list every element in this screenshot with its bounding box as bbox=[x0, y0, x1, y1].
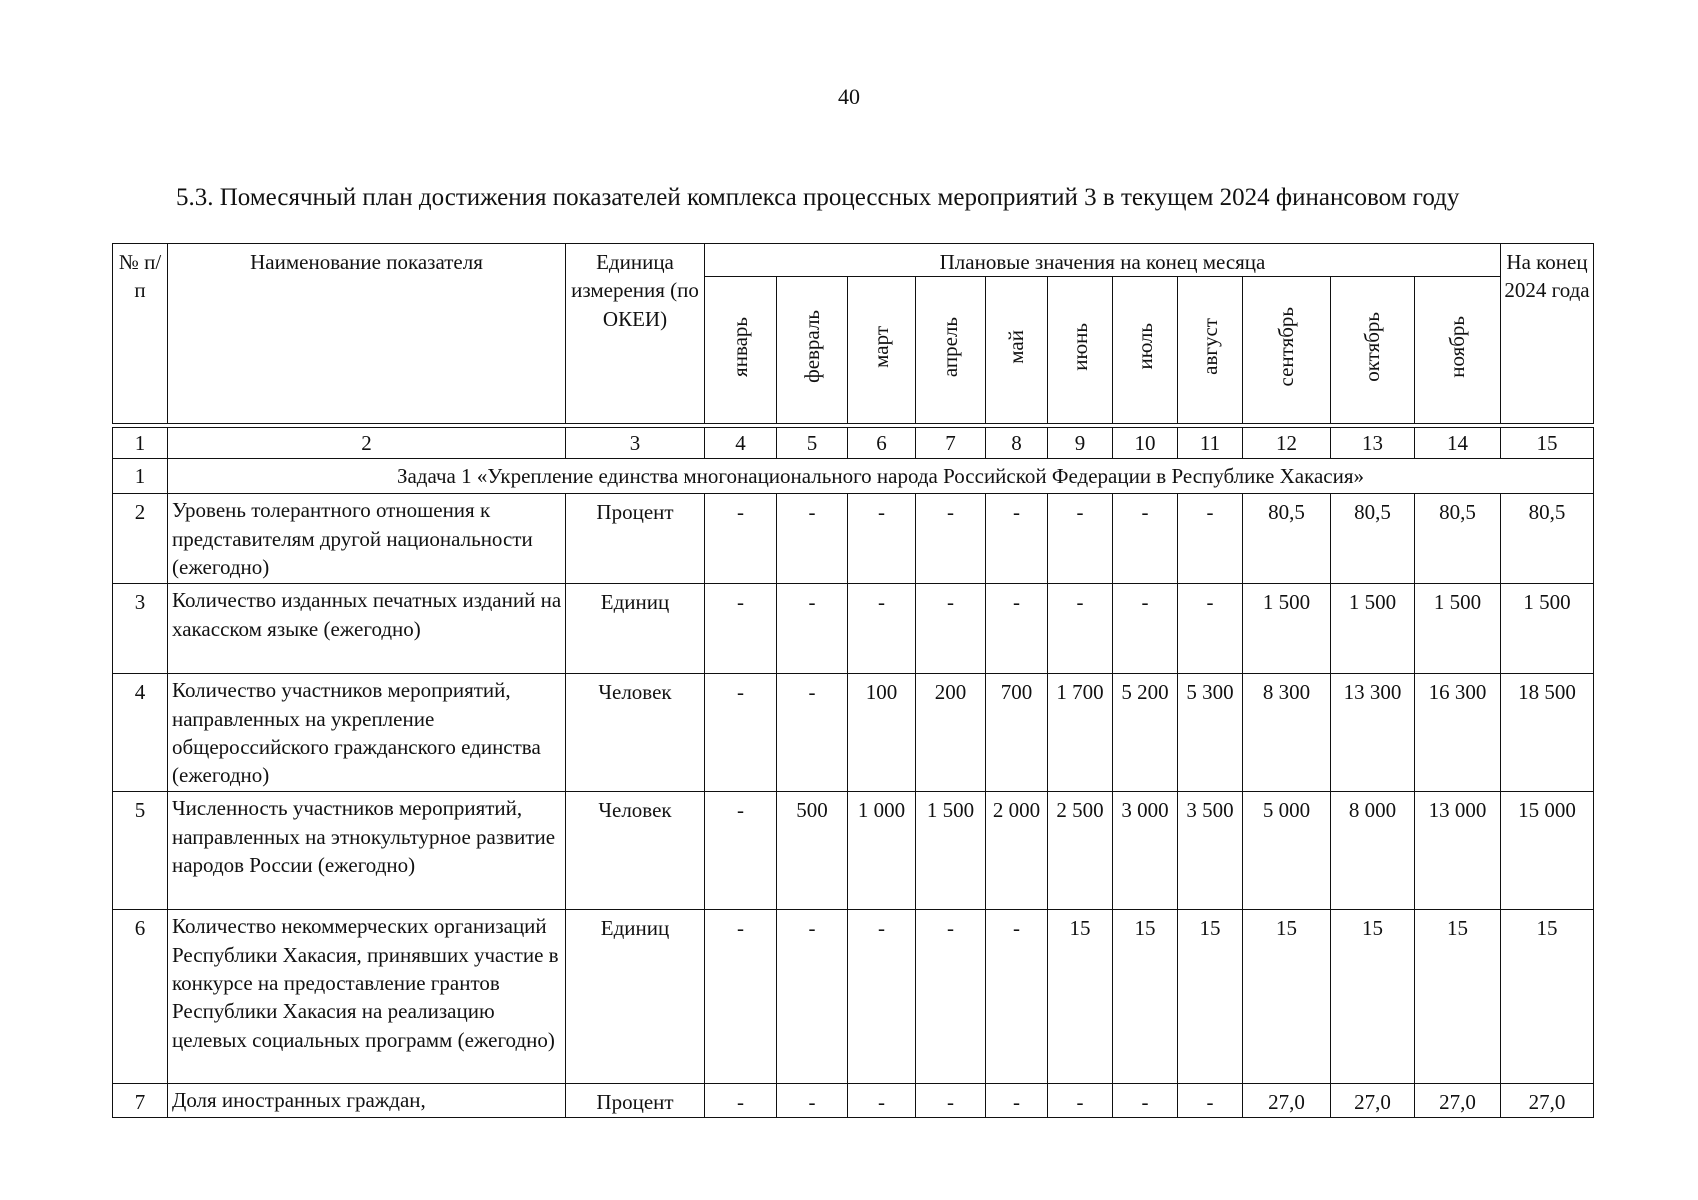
indicator-name: Количество изданных печатных изданий на хакасском языке (ежегодно) bbox=[168, 584, 566, 674]
task-title: Задача 1 «Укрепление единства многонационального народа Российской Федерации в Республике Хакасия» bbox=[168, 459, 1594, 494]
header-month bbox=[1243, 277, 1331, 424]
value-cell: 2 000 bbox=[986, 792, 1048, 910]
value-cell: 15 bbox=[1501, 910, 1594, 1084]
header-month bbox=[916, 277, 986, 424]
column-number: 15 bbox=[1501, 428, 1594, 459]
value-cell: 8 300 bbox=[1243, 674, 1331, 792]
header-month bbox=[705, 277, 777, 424]
indicator-unit: Процент bbox=[566, 494, 705, 584]
column-number: 13 bbox=[1331, 428, 1415, 459]
value-cell: 15 bbox=[1048, 910, 1113, 1084]
header-month bbox=[1113, 277, 1178, 424]
value-cell: - bbox=[916, 1084, 986, 1118]
value-cell: 1 500 bbox=[1415, 584, 1501, 674]
column-number: 14 bbox=[1415, 428, 1501, 459]
table-row bbox=[113, 1084, 1594, 1118]
header-month bbox=[1415, 277, 1501, 424]
header-month bbox=[777, 277, 848, 424]
document-title: 5.3. Помесячный план достижения показателей комплекса процессных мероприятий 3 в текущем 2024 финансовом году bbox=[176, 184, 1460, 211]
value-cell: 15 000 bbox=[1501, 792, 1594, 910]
value-cell: 13 300 bbox=[1331, 674, 1415, 792]
month-label: май bbox=[1004, 329, 1029, 364]
header-no: № п/п bbox=[113, 244, 168, 424]
header-planned-values: Плановые значения на конец месяца bbox=[705, 244, 1501, 277]
value-cell: 15 bbox=[1331, 910, 1415, 1084]
header-month bbox=[848, 277, 916, 424]
indicator-unit: Человек bbox=[566, 674, 705, 792]
column-number: 8 bbox=[986, 428, 1048, 459]
value-cell: - bbox=[705, 792, 777, 910]
month-label: апрель bbox=[938, 316, 963, 377]
value-cell: - bbox=[848, 494, 916, 584]
value-cell: 1 500 bbox=[1243, 584, 1331, 674]
indicator-name: Численность участников мероприятий, направленных на этнокультурное развитие народов России (ежегодно) bbox=[168, 792, 566, 910]
value-cell: 1 500 bbox=[1501, 584, 1594, 674]
month-label: сентябрь bbox=[1274, 306, 1299, 387]
indicator-unit: Человек bbox=[566, 792, 705, 910]
value-cell: 80,5 bbox=[1243, 494, 1331, 584]
value-cell: 16 300 bbox=[1415, 674, 1501, 792]
column-number: 4 bbox=[705, 428, 777, 459]
month-label: февраль bbox=[799, 310, 824, 384]
value-cell: - bbox=[1178, 494, 1243, 584]
column-numbers-row bbox=[113, 428, 1594, 459]
header-month bbox=[1048, 277, 1113, 424]
value-cell: 5 200 bbox=[1113, 674, 1178, 792]
value-cell: 27,0 bbox=[1243, 1084, 1331, 1118]
task-row bbox=[113, 459, 1594, 494]
value-cell: 27,0 bbox=[1501, 1084, 1594, 1118]
column-number: 10 bbox=[1113, 428, 1178, 459]
indicator-name: Уровень толерантного отношения к представителям другой национальности (ежегодно) bbox=[168, 494, 566, 584]
column-number: 2 bbox=[168, 428, 566, 459]
month-label: август bbox=[1197, 318, 1222, 376]
row-no: 2 bbox=[113, 494, 168, 584]
value-cell: 1 500 bbox=[916, 792, 986, 910]
value-cell: - bbox=[848, 910, 916, 1084]
value-cell: 8 000 bbox=[1331, 792, 1415, 910]
column-number: 11 bbox=[1178, 428, 1243, 459]
table-row bbox=[113, 494, 1594, 584]
value-cell: 5 000 bbox=[1243, 792, 1331, 910]
table-row bbox=[113, 910, 1594, 1084]
indicator-name: Количество участников мероприятий, направленных на укрепление общероссийского гражданского единства (ежегодно) bbox=[168, 674, 566, 792]
page-number: 40 bbox=[838, 84, 860, 109]
value-cell: - bbox=[1048, 1084, 1113, 1118]
value-cell: - bbox=[777, 674, 848, 792]
value-cell: - bbox=[1048, 584, 1113, 674]
value-cell: 18 500 bbox=[1501, 674, 1594, 792]
value-cell: - bbox=[986, 584, 1048, 674]
value-cell: 1 500 bbox=[1331, 584, 1415, 674]
header-year-end: На конец 2024 года bbox=[1501, 244, 1594, 424]
row-no: 7 bbox=[113, 1084, 168, 1118]
column-number: 9 bbox=[1048, 428, 1113, 459]
header-month bbox=[1331, 277, 1415, 424]
value-cell: - bbox=[1113, 1084, 1178, 1118]
value-cell: - bbox=[848, 584, 916, 674]
value-cell: 15 bbox=[1243, 910, 1331, 1084]
header-unit: Единица измерения (по ОКЕИ) bbox=[566, 244, 705, 424]
value-cell: 15 bbox=[1178, 910, 1243, 1084]
row-no: 4 bbox=[113, 674, 168, 792]
value-cell: 27,0 bbox=[1331, 1084, 1415, 1118]
value-cell: - bbox=[1178, 1084, 1243, 1118]
value-cell: - bbox=[916, 494, 986, 584]
column-number: 5 bbox=[777, 428, 848, 459]
column-number: 1 bbox=[113, 428, 168, 459]
value-cell: 1 700 bbox=[1048, 674, 1113, 792]
value-cell: - bbox=[705, 584, 777, 674]
value-cell: 15 bbox=[1415, 910, 1501, 1084]
value-cell: 3 500 bbox=[1178, 792, 1243, 910]
value-cell: 13 000 bbox=[1415, 792, 1501, 910]
indicator-unit: Единиц bbox=[566, 584, 705, 674]
row-no: 3 bbox=[113, 584, 168, 674]
value-cell: - bbox=[848, 1084, 916, 1118]
value-cell: 5 300 bbox=[1178, 674, 1243, 792]
value-cell: - bbox=[986, 910, 1048, 1084]
value-cell: - bbox=[916, 584, 986, 674]
value-cell: - bbox=[1113, 584, 1178, 674]
month-label: март bbox=[869, 325, 894, 368]
indicators-table bbox=[112, 243, 1594, 1118]
row-no: 6 bbox=[113, 910, 168, 1084]
value-cell: - bbox=[777, 494, 848, 584]
header-month bbox=[1178, 277, 1243, 424]
value-cell: 80,5 bbox=[1415, 494, 1501, 584]
month-label: январь bbox=[728, 316, 753, 377]
value-cell: - bbox=[705, 1084, 777, 1118]
column-number: 12 bbox=[1243, 428, 1331, 459]
month-label: июнь bbox=[1067, 322, 1092, 371]
value-cell: 80,5 bbox=[1331, 494, 1415, 584]
value-cell: - bbox=[986, 1084, 1048, 1118]
value-cell: 700 bbox=[986, 674, 1048, 792]
column-number: 3 bbox=[566, 428, 705, 459]
value-cell: - bbox=[777, 1084, 848, 1118]
value-cell: - bbox=[705, 494, 777, 584]
indicator-unit: Единиц bbox=[566, 910, 705, 1084]
value-cell: - bbox=[705, 674, 777, 792]
value-cell: 100 bbox=[848, 674, 916, 792]
value-cell: 1 000 bbox=[848, 792, 916, 910]
value-cell: 2 500 bbox=[1048, 792, 1113, 910]
value-cell: 27,0 bbox=[1415, 1084, 1501, 1118]
value-cell: 80,5 bbox=[1501, 494, 1594, 584]
value-cell: 15 bbox=[1113, 910, 1178, 1084]
column-number: 7 bbox=[916, 428, 986, 459]
value-cell: - bbox=[1048, 494, 1113, 584]
value-cell: - bbox=[777, 584, 848, 674]
month-label: октябрь bbox=[1360, 311, 1385, 382]
indicator-unit: Процент bbox=[566, 1084, 705, 1118]
row-no: 5 bbox=[113, 792, 168, 910]
header-indicator-name: Наименование показателя bbox=[168, 244, 566, 424]
indicator-name: Количество некоммерческих организаций Республики Хакасия, принявших участие в конкурсе на предоставление грантов Республики Хакасия на реализацию целевых социальных программ (ежегодно) bbox=[168, 910, 566, 1084]
value-cell: 500 bbox=[777, 792, 848, 910]
value-cell: - bbox=[1178, 584, 1243, 674]
value-cell: - bbox=[777, 910, 848, 1084]
month-label: июль bbox=[1132, 323, 1157, 370]
header-month bbox=[986, 277, 1048, 424]
table-row bbox=[113, 792, 1594, 910]
value-cell: 200 bbox=[916, 674, 986, 792]
value-cell: 3 000 bbox=[1113, 792, 1178, 910]
month-label: ноябрь bbox=[1445, 315, 1470, 378]
value-cell: - bbox=[916, 910, 986, 1084]
task-no: 1 bbox=[113, 459, 168, 494]
value-cell: - bbox=[986, 494, 1048, 584]
table-header bbox=[113, 244, 1594, 424]
column-number: 6 bbox=[848, 428, 916, 459]
table-row bbox=[113, 674, 1594, 792]
table-row bbox=[113, 584, 1594, 674]
value-cell: - bbox=[705, 910, 777, 1084]
indicator-name: Доля иностранных граждан, bbox=[168, 1084, 566, 1118]
value-cell: - bbox=[1113, 494, 1178, 584]
